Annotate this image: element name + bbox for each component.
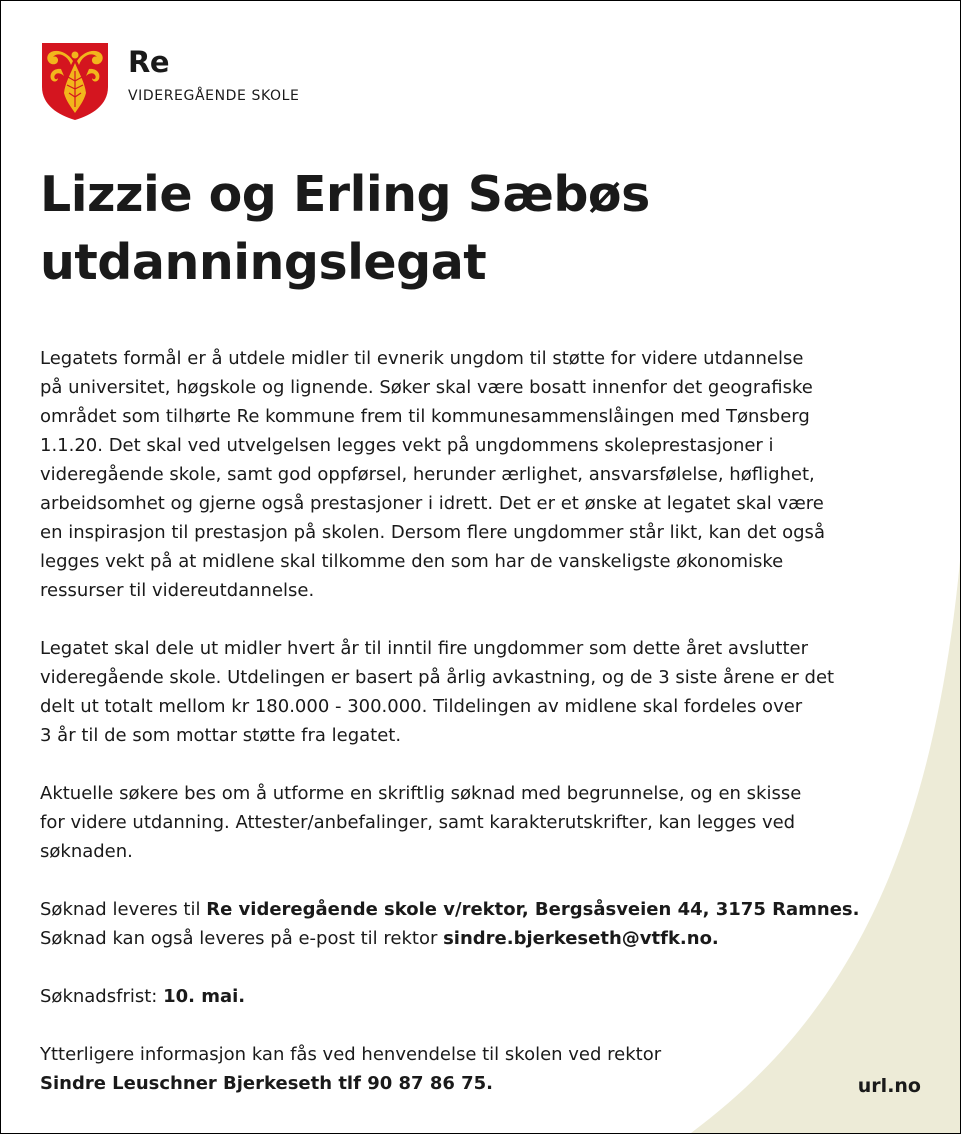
paragraph-contact bbox=[40, 1040, 935, 1098]
text-line: Aktuelle søkere bes om å utforme en skriftlig søknad med begrunnelse, og en skisse bbox=[40, 783, 802, 804]
text-line: en inspirasjon til prestasjon på skolen. Dersom flere ungdommer står likt, kan det også bbox=[40, 522, 825, 543]
text-line: arbeidsomhet og gjerne også prestasjoner i idrett. Det er et ønske at legatet skal være bbox=[40, 493, 824, 514]
text-line: delt ut totalt mellom kr 180.000 - 300.000. Tildelingen av midlene skal fordeles over bbox=[40, 696, 803, 717]
contact-email-link[interactable]: sindre.bjerkeseth@vtfk.no. bbox=[443, 928, 719, 949]
text-line: 3 år til de som mottar støtte fra legatet. bbox=[40, 725, 402, 746]
paragraph-application bbox=[40, 779, 935, 866]
title-line: utdanningslegat bbox=[40, 234, 487, 291]
paragraph-deadline bbox=[40, 982, 935, 1011]
submission-line bbox=[40, 895, 935, 924]
page-title bbox=[40, 161, 650, 297]
text-line: 1.1.20. Det skal ved utvelgelsen legges vekt på ungdommens skoleprestasjoner i bbox=[40, 435, 774, 456]
footer-url[interactable]: url.no bbox=[857, 1075, 921, 1097]
brand-block bbox=[128, 45, 300, 104]
title-line: Lizzie og Erling Sæbøs bbox=[40, 166, 650, 223]
submission-prefix: Søknad kan også leveres på e-post til rektor bbox=[40, 928, 444, 949]
body-text bbox=[40, 344, 935, 1098]
submission-address: Re videregående skole v/rektor, Bergsåsveien 44, 3175 Ramnes. bbox=[206, 899, 860, 920]
text-line: videregående skole, samt god oppførsel, herunder ærlighet, ansvarsfølelse, høflighet, bbox=[40, 464, 815, 485]
brand-name: Re bbox=[128, 45, 169, 79]
text-line: på universitet, høgskole og lignende. Søker skal være bosatt innenfor det geografiske bbox=[40, 377, 813, 398]
text-line: ressurser til videreutdannelse. bbox=[40, 580, 315, 601]
paragraph-submission bbox=[40, 895, 935, 953]
text-line: videregående skole. Utdelingen er basert på årlig avkastning, og de 3 siste årene er det bbox=[40, 667, 835, 688]
text-line: Legatets formål er å utdele midler til evnerik ungdom til støtte for videre utdannelse bbox=[40, 348, 804, 369]
text-line: Legatet skal dele ut midler hvert år til inntil fire ungdommer som dette året avslutter bbox=[40, 638, 808, 659]
submission-prefix: Søknad leveres til bbox=[40, 899, 207, 920]
text-line: for videre utdanning. Attester/anbefalinger, samt karakterutskrifter, kan legges ved bbox=[40, 812, 796, 833]
deadline-label: Søknadsfrist: bbox=[40, 986, 164, 1007]
paragraph-purpose bbox=[40, 344, 935, 605]
submission-line bbox=[40, 924, 935, 953]
text-line: legges vekt på at midlene skal tilkomme den som har de vanskeligste økonomiske bbox=[40, 551, 784, 572]
contact-line: Ytterligere informasjon kan fås ved henvendelse til skolen ved rektor bbox=[40, 1044, 662, 1065]
paragraph-distribution bbox=[40, 634, 935, 750]
coat-of-arms-icon bbox=[40, 41, 110, 121]
text-line: området som tilhørte Re kommune frem til kommunesammenslåingen med Tønsberg bbox=[40, 406, 810, 427]
contact-person: Sindre Leuschner Bjerkeseth tlf 90 87 86 75. bbox=[40, 1073, 494, 1094]
text-line: søknaden. bbox=[40, 841, 133, 862]
brand-subtitle: VIDEREGÅENDE SKOLE bbox=[128, 88, 300, 104]
deadline-value: 10. mai. bbox=[163, 986, 246, 1007]
